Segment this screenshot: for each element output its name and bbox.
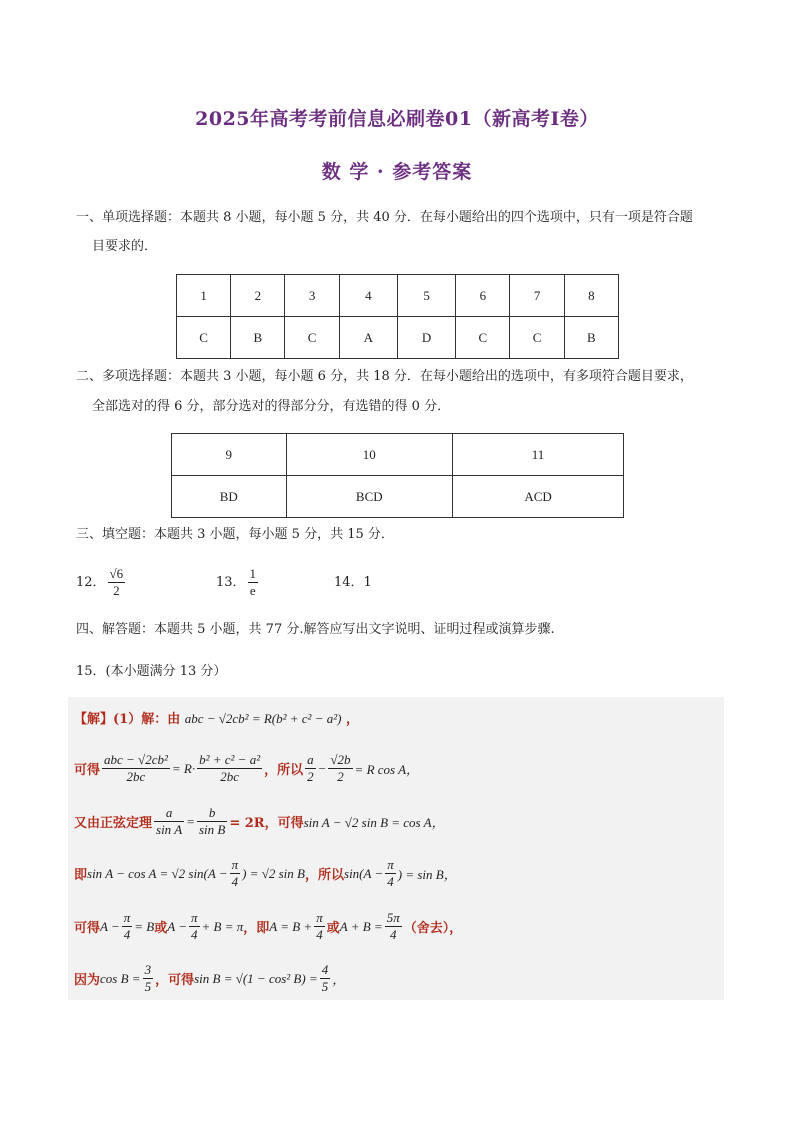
multi-choice-answer-table — [171, 433, 624, 518]
question-label: 13． — [216, 574, 246, 590]
single-choice-answer-table — [176, 274, 619, 359]
table-cell: 8 — [564, 275, 618, 317]
table-cell: A — [339, 317, 397, 359]
numerator: π — [231, 857, 239, 872]
table-cell: 7 — [510, 275, 564, 317]
solution-text: 或 — [154, 921, 168, 936]
punctuation: ， — [332, 972, 346, 987]
math-expression: A = B + — [269, 918, 313, 934]
denominator: 4 — [231, 874, 239, 889]
solution-text: = 2R，可得 — [229, 816, 304, 831]
table-cell: 2 — [231, 275, 285, 317]
denominator: 4 — [123, 927, 131, 942]
section2-intro-cont: 全部选对的得 6 分，部分选对的得部分分，有选错的得 0 分． — [92, 399, 451, 414]
fraction — [122, 910, 133, 943]
answer-14: 14．1 — [334, 575, 372, 590]
fraction — [305, 752, 316, 785]
answer-row — [172, 476, 624, 518]
denominator: 2 — [337, 769, 344, 784]
question-label: 12． — [76, 574, 106, 590]
table-cell: BD — [172, 476, 287, 518]
solution-line-1 — [74, 708, 359, 727]
fraction — [385, 910, 402, 943]
denominator: e — [249, 583, 256, 598]
numerator: 1 — [249, 566, 257, 581]
solution-text: ，即 — [243, 921, 270, 936]
table-cell: 3 — [285, 275, 339, 317]
numerator: 4 — [321, 962, 329, 977]
numerator: b — [197, 805, 227, 822]
solution-line-3 — [74, 805, 445, 838]
answer-row — [177, 317, 619, 359]
numerator: a — [307, 752, 314, 767]
math-expression: sin A − √2 sin B = cos A， — [303, 815, 445, 830]
table-cell: 9 — [172, 434, 287, 476]
solution-text: 即 — [74, 868, 88, 883]
section2-intro: 二、多项选择题：本题共 3 小题，每小题 6 分，共 18 分．在每小题给出的选项中，有多项符合题目要求， — [76, 369, 693, 384]
page-title: 2025年高考考前信息必刷卷01（新高考Ⅰ卷） — [195, 108, 599, 130]
numerator: 5π — [386, 910, 400, 925]
table-cell: ACD — [453, 476, 624, 518]
question-number-row — [172, 434, 624, 476]
numerator: π — [387, 857, 394, 872]
solution-text: 可得 — [74, 921, 101, 936]
math-expression: sin A − cos A = √2 sin(A − — [87, 865, 228, 881]
math-expression: = R cos A， — [354, 762, 420, 777]
solution-line-2 — [74, 752, 419, 785]
denominator: 5 — [321, 979, 329, 994]
numerator: b² + c² − a² — [199, 752, 261, 767]
solution-text: ，所以 — [264, 763, 304, 778]
solution-line-5 — [74, 910, 462, 943]
math-expression: = B — [134, 918, 155, 934]
fraction — [102, 752, 170, 785]
numerator: 3 — [144, 962, 152, 977]
fraction — [230, 857, 241, 890]
math-expression: sin(A − — [344, 865, 384, 881]
table-cell: 5 — [397, 275, 455, 317]
question-number-row — [177, 275, 619, 317]
solution-text: 或 — [326, 921, 340, 936]
table-cell: C — [285, 317, 339, 359]
table-cell: C — [177, 317, 231, 359]
table-cell: 4 — [339, 275, 397, 317]
numerator: π — [123, 910, 131, 925]
page-subtitle: 数 学 · 参考答案 — [321, 161, 473, 183]
solution-text: 又由正弦定理 — [74, 816, 153, 831]
table-cell: 1 — [177, 275, 231, 317]
numerator: π — [316, 910, 323, 925]
solution-text: （舍去）， — [403, 921, 463, 936]
table-cell: D — [397, 317, 455, 359]
punctuation: ， — [346, 712, 360, 727]
solution-line-6 — [74, 962, 345, 995]
solution-line-4 — [74, 857, 457, 890]
math-expression: ) = √2 sin B — [242, 865, 305, 881]
table-cell: 11 — [453, 434, 624, 476]
numerator: π — [190, 910, 198, 925]
numerator: abc − √2cb² — [104, 752, 168, 767]
math-expression: cos B = — [100, 970, 141, 986]
denominator: 4 — [387, 874, 394, 889]
solution-text: 因为 — [74, 973, 101, 988]
fraction — [189, 910, 200, 943]
fraction — [154, 805, 184, 838]
denominator: 5 — [144, 979, 152, 994]
section4-intro: 四、解答题：本题共 5 小题，共 77 分.解答应写出文字说明、证明过程或演算步骤. — [76, 622, 555, 637]
fraction — [108, 566, 126, 599]
fraction — [197, 805, 227, 838]
solution-text: ，所以 — [305, 868, 345, 883]
denominator: sin A — [156, 822, 183, 837]
answer-13 — [216, 566, 260, 599]
question-15-header: 15．(本小题满分 13 分） — [76, 664, 227, 679]
math-expression: A − — [167, 918, 187, 934]
math-expression: sin B = √(1 − cos² B) = — [194, 970, 318, 986]
section3-intro: 三、填空题：本题共 3 小题，每小题 5 分，共 15 分． — [76, 527, 394, 542]
denominator: 2 — [307, 769, 314, 784]
denominator: sin B — [198, 822, 226, 837]
numerator: √2b — [330, 752, 351, 767]
fraction — [320, 962, 331, 995]
math-expression: abc − √2cb² = R(b² + c² − a²) — [184, 711, 342, 726]
solution-text: 可得 — [74, 763, 101, 778]
table-cell: B — [564, 317, 618, 359]
numerator: a — [154, 805, 184, 822]
fraction — [328, 752, 352, 785]
fraction — [143, 962, 154, 995]
solution-text: ，可得 — [155, 973, 195, 988]
fraction — [314, 910, 325, 943]
math-expression: ) = sin B， — [397, 867, 457, 882]
denominator: 4 — [389, 927, 397, 942]
math-expression: A + B = — [339, 918, 383, 934]
section1-intro-cont: 目要求的． — [92, 239, 158, 254]
table-cell: BCD — [286, 476, 453, 518]
solution-background — [68, 697, 724, 1000]
fraction — [248, 566, 259, 599]
math-expression: + B = π — [201, 918, 244, 934]
table-cell: 6 — [456, 275, 510, 317]
table-cell: C — [510, 317, 564, 359]
denominator: 2bc — [220, 769, 239, 784]
fraction — [197, 752, 262, 785]
section1-intro: 一、单项选择题：本题共 8 小题，每小题 5 分，共 40 分．在每小题给出的四个选项中，只有一项是符合题 — [76, 210, 693, 225]
math-expression: = R· — [171, 760, 196, 776]
denominator: 4 — [316, 927, 323, 942]
table-cell: 10 — [286, 434, 453, 476]
fraction — [385, 857, 396, 890]
denominator: 2 — [113, 583, 120, 598]
numerator: √6 — [109, 566, 124, 581]
math-expression: = — [186, 813, 195, 829]
math-expression: A − — [100, 918, 120, 934]
solution-tag: 【解】(1）解：由 — [74, 712, 181, 727]
denominator: 2bc — [126, 769, 146, 784]
denominator: 4 — [190, 927, 198, 942]
table-cell: B — [231, 317, 285, 359]
math-expression: − — [317, 760, 327, 776]
table-cell: C — [456, 317, 510, 359]
answer-12 — [76, 566, 127, 599]
